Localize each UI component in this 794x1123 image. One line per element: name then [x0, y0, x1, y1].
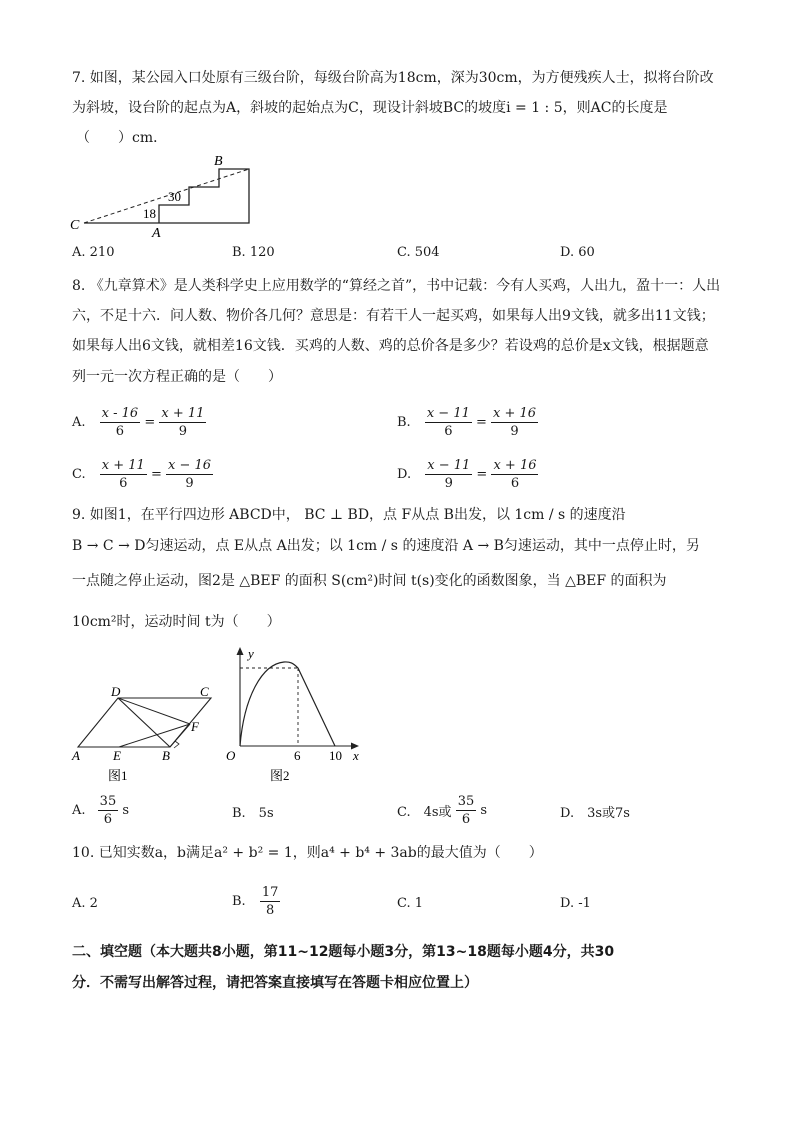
q7-line3: （ ）cm． [76, 130, 168, 146]
label-A: A [152, 226, 161, 238]
fig1-label-B: B [162, 748, 170, 763]
q9-option-d: D. 3s或7s [560, 806, 630, 821]
dim-30: 30 [168, 189, 181, 204]
q8-line1: 8. 《九章算术》是人类科学史上应用数学的“算经之首”，书中记载：今有人买鸡，人出九，盈十一：人出 [72, 278, 721, 294]
q10-option-c: C. 1 [397, 896, 424, 911]
q10-option-a: A. 2 [72, 896, 98, 911]
label-C: C [70, 218, 80, 233]
q7-line2: 为斜坡，设台阶的起点为A，斜坡的起始点为C，现设计斜坡BC的坡度i = 1 : 5，则AC的长度是 [72, 100, 668, 116]
q10-option-b: B. $\frac{17}{8}$ [232, 885, 279, 918]
q9-line3: 一点随之停止运动，图2是 △BEF 的面积 S(cm²)时间 t(s)变化的函数图象，当 △BEF 的面积为 [72, 573, 667, 589]
q9-figure2-graph [222, 642, 372, 790]
q9-option-c: C. 4s或 $\frac{35}{6}$ s [397, 794, 488, 827]
diagonal-bd [118, 698, 170, 747]
segment-df [118, 698, 190, 724]
section2-heading-line1: 二、填空题（本大题共8小题，第11~12题每小题3分，第13~18题每小题4分，共30 [72, 944, 615, 960]
dim-18: 18 [143, 206, 156, 221]
q8-option-b: B. $\frac{x - 11}{6}$ = $\frac{x + 16}{9}$ [397, 406, 537, 439]
q7-figure-stairs [68, 150, 258, 238]
section2-heading-line2: 分．不需写出解答过程，请把答案直接填写在答题卡相应位置上） [72, 975, 478, 991]
fig2-label-y: y [248, 646, 254, 661]
slope-line [84, 169, 249, 223]
q8-line4: 列一元一次方程正确的是（ ） [72, 369, 282, 385]
fig2-label-x: x [353, 748, 359, 763]
q7-option-d: D. 60 [560, 245, 595, 260]
q10-line1: 10. 已知实数a，b满足a² + b² = 1，则a⁴ + b⁴ + 3ab的最大值为（ ） [72, 845, 543, 861]
q8-line3: 如果每人出6文钱，就相差16文钱．买鸡的人数、鸡的总价各是多少？若设鸡的总价是x文钱，根据题意 [72, 338, 709, 354]
fig2-tick-10: 10 [329, 748, 342, 763]
fig1-caption: 图1 [108, 768, 128, 783]
q9-figure1-parallelogram [66, 680, 226, 790]
q7-option-c: C. 504 [397, 245, 440, 260]
fig2-tick-6: 6 [294, 748, 301, 763]
fig1-label-A: A [72, 748, 80, 763]
q9-option-a: A. $\frac{35}{6}$ s [72, 794, 130, 827]
q8-option-c: C. $\frac{x + 11}{6}$ = $\frac{x - 16}{9}$ [72, 458, 212, 491]
fig2-caption: 图2 [270, 768, 290, 783]
fig1-label-F: F [191, 719, 199, 734]
fig1-label-E: E [113, 748, 121, 763]
function-curve [240, 662, 335, 746]
q8-line2: 六，不足十六．问人数、物价各几何？意思是：有若干人一起买鸡，如果每人出9文钱，就多出11文钱； [72, 308, 715, 324]
y-axis-arrow-icon [237, 647, 244, 655]
q9-line4: 10cm²时，运动时间 t为（ ） [72, 614, 281, 630]
fig1-label-D: D [111, 684, 121, 699]
q9-line2: B → C → D匀速运动，点 E从点 A出发；以 1cm / s 的速度沿 A → B匀速运动，其中一点停止时，另 [72, 538, 700, 554]
fig1-label-C: C [200, 684, 209, 699]
q7-line1: 7. 如图，某公园入口处原有三级台阶，每级台阶高为18cm，深为30cm，为方便残疾人士，拟将台阶改 [72, 70, 714, 86]
label-B: B [214, 154, 223, 169]
q10-option-d: D. -1 [560, 896, 591, 911]
q9-option-b: B. 5s [232, 806, 274, 821]
q9-line1: 9. 如图1，在平行四边形 ABCD中， BC ⊥ BD，点 F从点 B出发，以 1cm / s 的速度沿 [72, 507, 626, 523]
q8-option-d: D. $\frac{x - 11}{9}$ = $\frac{x + 16}{6}$ [397, 458, 537, 491]
fig2-label-origin: O [226, 748, 236, 763]
q7-option-a: A. 210 [72, 245, 115, 260]
q7-option-b: B. 120 [232, 245, 275, 260]
q8-option-a: A. $\frac{x - 16}{6}$ = $\frac{x + 11}{9}$ [72, 406, 205, 439]
